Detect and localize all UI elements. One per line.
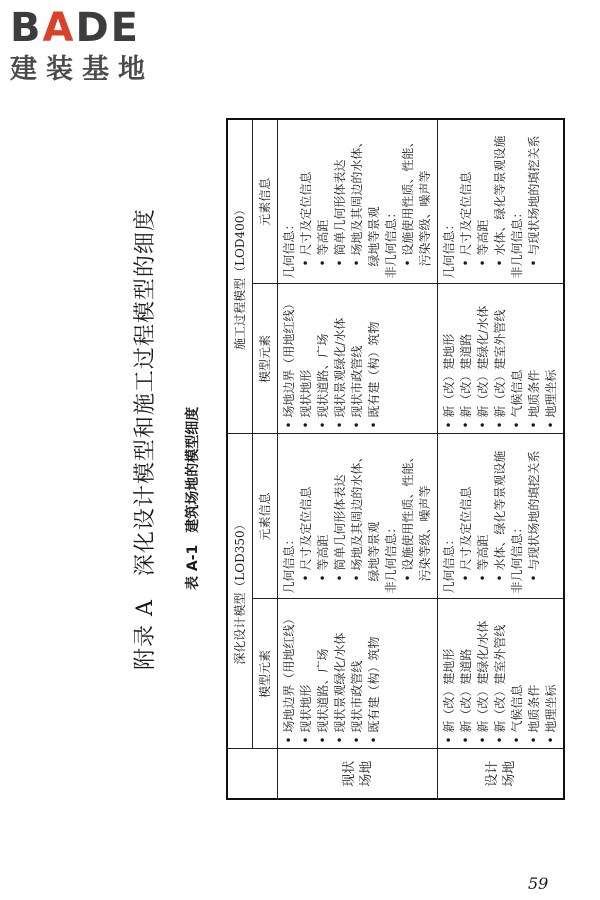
list-item: • 现状景观绿化/水体	[333, 317, 347, 429]
info-line: 非几何信息：	[384, 521, 398, 594]
model-elements-cell	[438, 284, 565, 434]
list-item: • 现状道路、广场	[316, 333, 330, 429]
info-line: • 等高距	[316, 534, 330, 582]
appendix-title: 附录 A 深化设计模型和施工过程模型的细度	[133, 208, 158, 670]
page-number: 59	[528, 874, 549, 893]
corner-cell	[227, 749, 278, 799]
info-line: • 等高距	[476, 219, 490, 267]
info-line: • 尺寸及定位信息	[459, 171, 473, 267]
list-item: • 新（改）建地形	[442, 333, 456, 429]
logo-wordmark: BADE	[10, 5, 140, 51]
element-info-cell	[278, 434, 438, 599]
list-item: • 场地边界（用地红线）	[282, 297, 296, 429]
model-detail-table	[226, 118, 565, 800]
info-line: • 场地及其周边的水体、绿地等景观	[350, 450, 381, 582]
model-elements-cell	[278, 284, 438, 434]
table-row	[278, 119, 438, 799]
info-line: • 尺寸及定位信息	[299, 486, 313, 582]
info-line: • 水体、绿化等景观设施	[493, 450, 507, 582]
info-line: 几何信息：	[282, 218, 296, 279]
info-line: 非几何信息：	[510, 206, 524, 279]
info-line: • 设施使用性质、性能、污染等级、噪声等	[401, 135, 432, 267]
logo-subtitle: 建装基地	[10, 54, 154, 85]
row-label-design-site: 设计 场地	[438, 749, 565, 799]
list-item: • 气候信息	[510, 369, 524, 429]
info-line: 非几何信息：	[510, 521, 524, 594]
col-header-element-info: 元素信息	[253, 119, 278, 284]
info-line: 几何信息：	[442, 533, 456, 594]
table-number: 表 A-1	[185, 544, 201, 590]
info-line: • 等高距	[476, 534, 490, 582]
list-item: • 地理坐标	[544, 369, 558, 429]
list-item: • 现状地形	[299, 684, 313, 744]
rotated-page	[120, 20, 558, 800]
list-item: • 新（改）建道路	[459, 333, 473, 429]
list-item: • 新（改）建地形	[442, 648, 456, 744]
info-line: • 与现状场地的填挖关系	[527, 450, 541, 582]
col-header-model-elements: 模型元素	[253, 599, 278, 749]
col-header-model-elements: 模型元素	[253, 284, 278, 434]
info-line: • 与现状场地的填挖关系	[527, 135, 541, 267]
model-elements-cell	[438, 599, 565, 749]
table-row	[438, 119, 565, 799]
info-line: • 尺寸及定位信息	[459, 486, 473, 582]
list-item: • 现状市政管线	[350, 660, 364, 744]
info-line: • 简单几何形体表达	[333, 474, 347, 582]
list-item: • 新（改）建绿化/水体	[476, 620, 490, 744]
info-line: 几何信息：	[442, 218, 456, 279]
info-line: • 场地及其周边的水体、绿地等景观	[350, 135, 381, 267]
model-elements-cell	[278, 599, 438, 749]
info-line: 几何信息：	[282, 533, 296, 594]
list-item: • 地质条件	[527, 369, 541, 429]
header-deep-design: 深化设计模型（LOD350）	[227, 434, 253, 749]
list-item: • 气候信息	[510, 684, 524, 744]
list-item: • 新（改）建室外管线	[493, 309, 507, 429]
list-item: • 新（改）建室外管线	[493, 624, 507, 744]
list-item: • 新（改）建绿化/水体	[476, 305, 490, 429]
list-item: • 现状地形	[299, 369, 313, 429]
info-line: • 简单几何形体表达	[333, 159, 347, 267]
info-line: • 等高距	[316, 219, 330, 267]
info-line: 非几何信息：	[384, 206, 398, 279]
info-line: • 水体、绿化等景观设施	[493, 135, 507, 267]
element-info-cell	[278, 119, 438, 284]
row-label-existing-site: 现状 场地	[278, 749, 438, 799]
list-item: • 地理坐标	[544, 684, 558, 744]
list-item: • 场地边界（用地红线）	[282, 612, 296, 744]
table-caption	[182, 395, 202, 590]
list-item: • 既有建（构）筑物	[367, 321, 381, 429]
list-item: • 既有建（构）筑物	[367, 636, 381, 744]
element-info-cell	[438, 434, 565, 599]
header-construction: 施工过程模型（LOD400）	[227, 119, 253, 434]
col-header-element-info: 元素信息	[253, 434, 278, 599]
list-item: • 地质条件	[527, 684, 541, 744]
list-item: • 新（改）建道路	[459, 648, 473, 744]
table-caption-text: 建筑场地的模型细度	[185, 406, 201, 533]
list-item: • 现状市政管线	[350, 345, 364, 429]
info-line: • 设施使用性质、性能、污染等级、噪声等	[401, 450, 432, 582]
element-info-cell	[438, 119, 565, 284]
list-item: • 现状景观绿化/水体	[333, 632, 347, 744]
info-line: • 尺寸及定位信息	[299, 171, 313, 267]
list-item: • 现状道路、广场	[316, 648, 330, 744]
